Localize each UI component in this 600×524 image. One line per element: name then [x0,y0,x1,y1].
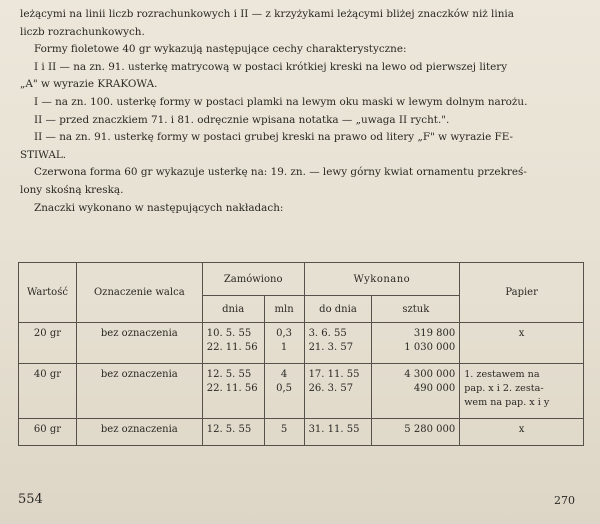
cell-oznaczenie: bez oznaczenia [76,364,202,419]
cell-sztuk: 5 280 000 [372,419,460,446]
cell-papier: 1. zestawem na pap. x i 2. zesta- wem na pap. x i y [460,364,584,419]
text-line: lony skośną kreską. [20,183,124,196]
text-line: „A" w wyrazie KRAKOWA. [20,78,158,91]
cell-wartosc: 60 gr [19,419,77,446]
cell-oznaczenie: bez oznaczenia [76,419,202,446]
cell-wartosc: 40 gr [19,364,77,419]
cell-mln: 4 0,5 [264,364,304,419]
table-row [19,323,584,364]
cell-mln: 0,3 1 [264,323,304,364]
header-dnia: dnia [202,296,264,323]
cell-dnia: 12. 5. 55 [202,419,264,446]
text-line: Formy fioletowe 40 gr wykazują następujące cechy charakterystyczne: [34,43,407,56]
text-line: II — przed znaczkiem 71. i 81. odręcznie wpisana notatka — „uwaga II rycht.". [34,113,450,126]
body-text [20,6,588,217]
cell-dnia: 12. 5. 55 22. 11. 56 [202,364,264,419]
text-line: I — na zn. 100. usterkę formy w postaci plamki na lewym oku maski w lewym dolnym narożu. [34,95,528,108]
header-zamowiono: Zamówiono [202,263,304,296]
cell-papier: x [460,419,584,446]
header-wartosc: Wartość [19,263,77,323]
cell-oznaczenie: bez oznaczenia [76,323,202,364]
text-line: liczb rozrachunkowych. [20,25,145,38]
header-oznaczenie: Oznaczenie walca [76,263,202,323]
editions-table [18,262,584,446]
header-papier: Papier [460,263,584,323]
text-line: I i II — na zn. 91. usterkę matrycową w postaci krótkiej kreski na lewo od pierwszej litery [34,60,508,73]
text-line: leżącymi na linii liczb rozrachunkowych i II — z krzyżykami leżącymi bliżej znaczków niż linia [20,8,514,20]
text-line: II — na zn. 91. usterkę formy w postaci grubej kreski na prawo od litery „F" w wyrazie FE- [34,131,514,144]
cell-do-dnia: 3. 6. 55 21. 3. 57 [304,323,372,364]
text-line: Znaczki wykonano w następujących nakładach: [34,201,284,214]
cell-sztuk: 319 800 1 030 000 [372,323,460,364]
header-wykonano: Wykonano [304,263,460,296]
cell-wartosc: 20 gr [19,323,77,364]
page-number-right: 270 [554,494,575,507]
header-sztuk: sztuk [372,296,460,323]
cell-dnia: 10. 5. 55 22. 11. 56 [202,323,264,364]
text-line: STIWAL. [20,148,67,161]
cell-mln: 5 [264,419,304,446]
cell-do-dnia: 17. 11. 55 26. 3. 57 [304,364,372,419]
header-mln: mln [264,296,304,323]
table-row [19,419,584,446]
cell-papier: x [460,323,584,364]
page-number-left: 554 [18,492,43,507]
cell-sztuk: 4 300 000 490 000 [372,364,460,419]
table-row [19,364,584,419]
cell-do-dnia: 31. 11. 55 [304,419,372,446]
header-do-dnia: do dnia [304,296,372,323]
text-line: Czerwona forma 60 gr wykazuje usterkę na: 19. zn. — lewy górny kwiat ornamentu przekreś- [34,166,527,179]
